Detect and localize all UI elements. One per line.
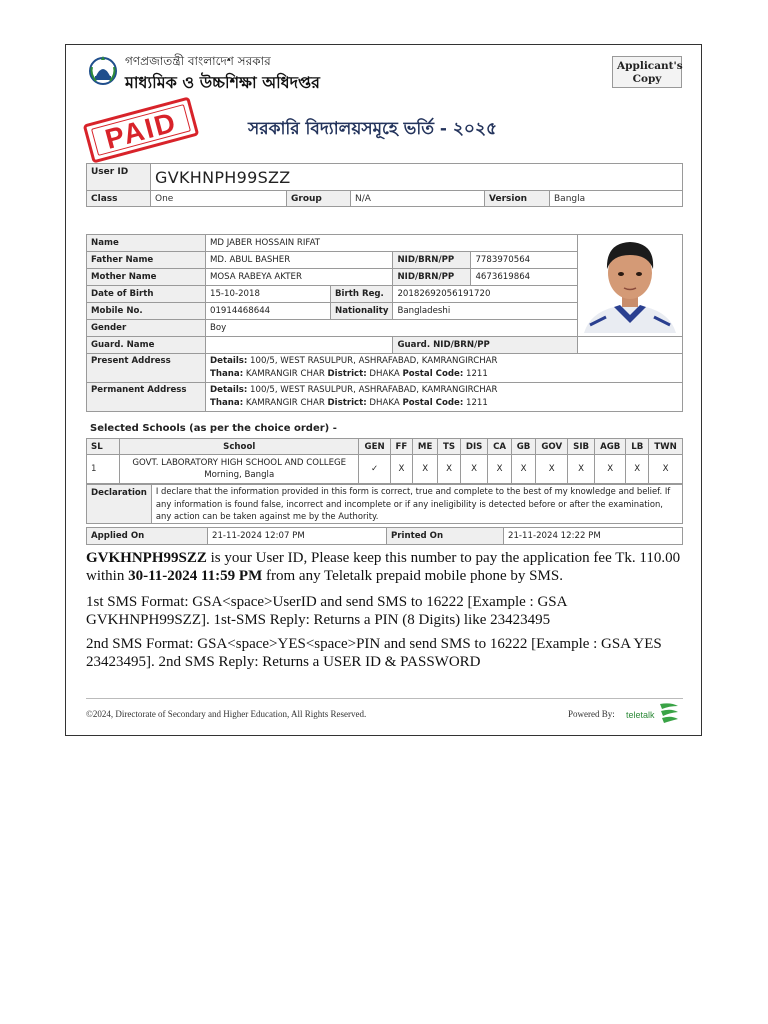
schools-header-dis: DIS [460, 439, 487, 455]
department-name: মাধ্যমিক ও উচ্চশিক্ষা অধিদপ্তর [125, 73, 320, 92]
guardian-name-label: Guard. Name [87, 337, 206, 354]
guardian-nid-value [578, 337, 683, 354]
mark-agb: X [595, 455, 626, 484]
mobile-label: Mobile No. [87, 303, 206, 320]
version-value: Bangla [550, 191, 683, 207]
mobile-value: 01914468644 [206, 303, 331, 320]
mark-sib: X [568, 455, 595, 484]
dob-value: 15-10-2018 [206, 286, 331, 303]
schools-header-lb: LB [626, 439, 649, 455]
declaration-text: I declare that the information provided in this form is correct, true and complete to the best of my knowledge and belief. If any information is found false, incorrect and incomplete or if any ineligibility is detected before or after the examination, any action can be taken against me by the Authority. [151, 485, 682, 524]
mark-dis: X [460, 455, 487, 484]
group-label: Group [287, 191, 351, 207]
schools-header-school: School [120, 439, 359, 455]
mark-lb: X [626, 455, 649, 484]
schools-header-sl: SL [87, 439, 120, 455]
schools-header-ca: CA [488, 439, 512, 455]
schools-header-gen: GEN [359, 439, 390, 455]
dob-label: Date of Birth [87, 286, 206, 303]
user-id-label: User ID [87, 164, 151, 191]
schools-caption: Selected Schools (as per the choice order) - [90, 423, 337, 434]
mark-ca: X [488, 455, 512, 484]
birth-reg-label: Birth Reg. [331, 286, 393, 303]
applicant-photo [578, 235, 683, 337]
present-address-label: Present Address [87, 353, 206, 382]
applicants-copy-label: Applicant's Copy [612, 56, 682, 88]
schools-header-sib: SIB [568, 439, 595, 455]
father-name-value: MD. ABUL BASHER [206, 252, 393, 269]
father-nid-value: 7783970564 [471, 252, 578, 269]
mother-name-value: MOSA RABEYA AKTER [206, 269, 393, 286]
user-id-value: GVKHNPH99SZZ [151, 164, 683, 191]
applied-on-value: 21-11-2024 12:07 PM [208, 528, 387, 545]
permanent-address-value: Details: 100/5, WEST RASULPUR, ASHRAFABAD, KAMRANGIRCHAR Thana: KAMRANGIR CHAR District: DHAKA Postal Code: 1211 [206, 382, 683, 411]
payment-instruction: GVKHNPH99SZZ is your User ID, Please keep this number to pay the application fee Tk. 110.00 within 30-11-2024 11:59 PM from any Teletalk prepaid mobile phone by SMS. [86, 550, 681, 584]
gender-label: Gender [87, 320, 206, 337]
sms-format-2: 2nd SMS Format: GSA<space>YES<space>PIN and send SMS to 16222 [Example : GSA YES 23423495]. 2nd SMS Reply: Returns a USER ID & PASSWORD [86, 636, 662, 670]
schools-header-gov: GOV [536, 439, 568, 455]
class-label: Class [87, 191, 151, 207]
father-name-label: Father Name [87, 252, 206, 269]
permanent-address-label: Permanent Address [87, 382, 206, 411]
version-label: Version [485, 191, 550, 207]
printed-on-label: Printed On [387, 528, 504, 545]
present-address-value: Details: 100/5, WEST RASULPUR, ASHRAFABAD, KAMRANGIRCHAR Thana: KAMRANGIR CHAR District: DHAKA Postal Code: 1211 [206, 353, 683, 382]
schools-header-ff: FF [390, 439, 412, 455]
guardian-name-value [206, 337, 393, 354]
group-value: N/A [351, 191, 485, 207]
mother-nid-value: 4673619864 [471, 269, 578, 286]
mark-gb: X [511, 455, 535, 484]
teletalk-brand: teletalk [626, 710, 655, 720]
child-portrait [580, 235, 680, 333]
government-seal-icon [88, 54, 118, 86]
nationality-label: Nationality [331, 303, 393, 320]
copyright-text: ©2024, Directorate of Secondary and Higher Education, All Rights Reserved. [86, 709, 367, 719]
mark-twn: X [649, 455, 683, 484]
page-title: সরকারি বিদ্যালয়সমূহে ভর্তি - ২০২৫ [248, 119, 498, 139]
schools-header-twn: TWN [649, 439, 683, 455]
school-sl: 1 [87, 455, 120, 484]
mark-ts: X [438, 455, 461, 484]
name-value: MD JABER HOSSAIN RIFAT [206, 235, 578, 252]
applied-on-label: Applied On [87, 528, 208, 545]
nationality-value: Bangladeshi [393, 303, 578, 320]
selected-schools-table [86, 438, 683, 484]
mark-gov: X [536, 455, 568, 484]
schools-header-ts: TS [438, 439, 461, 455]
guardian-nid-label: Guard. NID/BRN/PP [393, 337, 578, 354]
paid-stamp: PAID [83, 96, 200, 163]
mark-me: X [413, 455, 438, 484]
name-label: Name [87, 235, 206, 252]
school-name: GOVT. LABORATORY HIGH SCHOOL AND COLLEGE Morning, Bangla [120, 455, 359, 484]
gender-value: Boy [206, 320, 578, 337]
schools-header-me: ME [413, 439, 438, 455]
summary-table [86, 163, 683, 207]
birth-reg-value: 20182692056191720 [393, 286, 578, 303]
dates-table [86, 527, 683, 545]
father-nid-label: NID/BRN/PP [393, 252, 471, 269]
mother-name-label: Mother Name [87, 269, 206, 286]
class-value: One [151, 191, 287, 207]
table-row [87, 455, 683, 484]
powered-by-label: Powered By: [568, 709, 615, 719]
footer-divider [86, 698, 683, 699]
schools-header-row [87, 439, 683, 455]
schools-header-agb: AGB [595, 439, 626, 455]
mother-nid-label: NID/BRN/PP [393, 269, 471, 286]
declaration-label: Declaration [87, 485, 152, 524]
declaration-table [86, 484, 683, 524]
sms-format-1: 1st SMS Format: GSA<space>UserID and send SMS to 16222 [Example : GSA GVKHNPH99SZZ]. 1st-SMS Reply: Returns a PIN (8 Digits) like 23423495 [86, 594, 567, 628]
government-name: গণপ্রজাতন্ত্রী বাংলাদেশ সরকার [125, 54, 271, 68]
applicant-info-table [86, 234, 683, 412]
teletalk-logo-icon [657, 700, 681, 724]
mark-gen: ✓ [359, 455, 390, 484]
mark-ff: X [390, 455, 412, 484]
printed-on-value: 21-11-2024 12:22 PM [504, 528, 683, 545]
schools-header-gb: GB [511, 439, 535, 455]
